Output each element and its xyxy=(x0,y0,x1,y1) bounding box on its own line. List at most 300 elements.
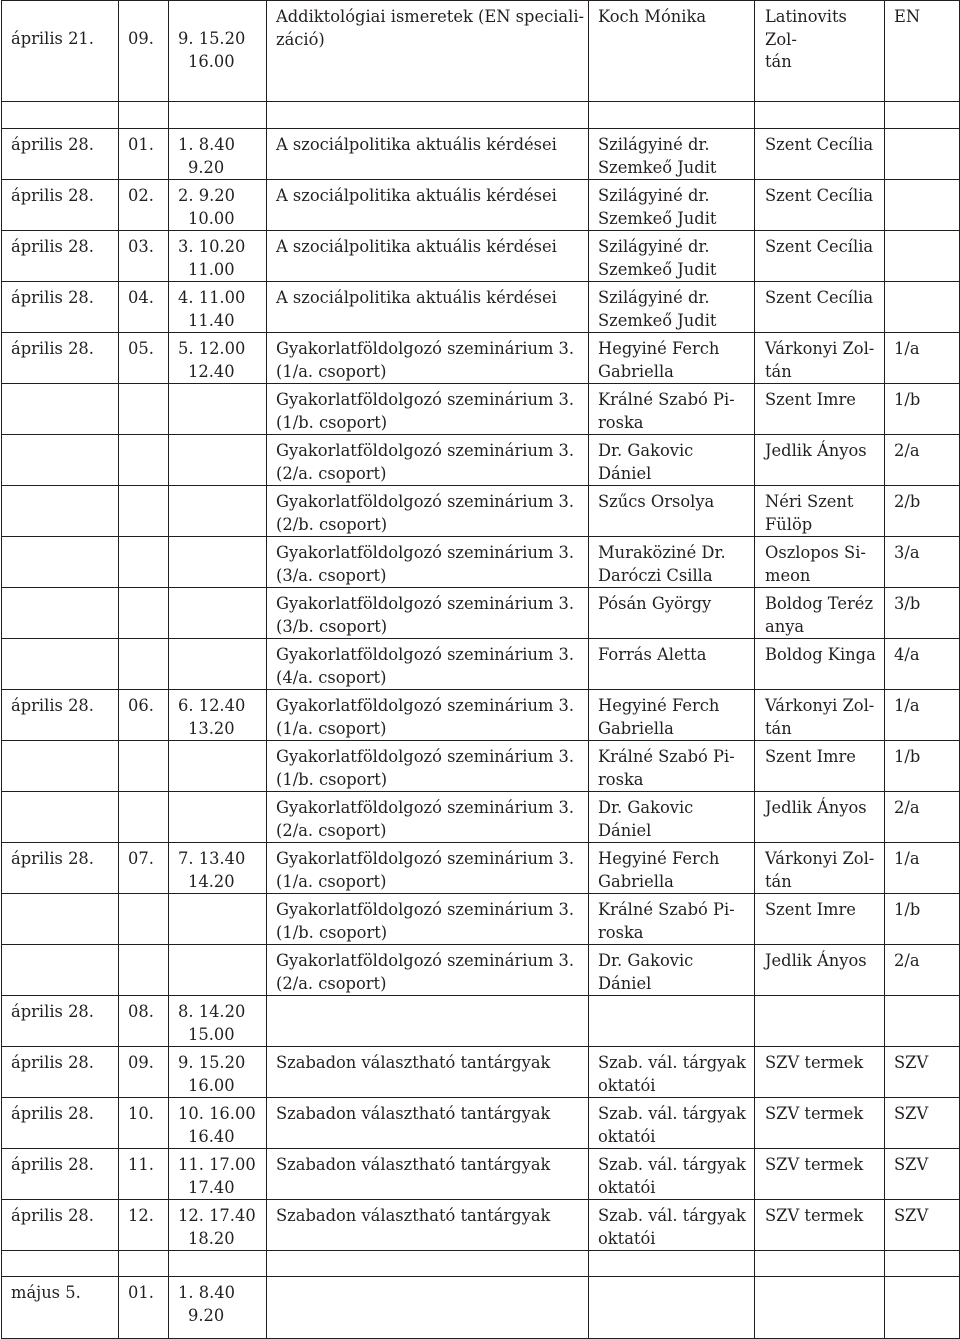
time-cell xyxy=(169,1149,267,1200)
room-cell xyxy=(755,1149,885,1200)
course-cell xyxy=(267,1149,589,1200)
cell-line: Králné Szabó Pi- xyxy=(598,900,735,919)
table-row xyxy=(2,129,960,180)
room-cell xyxy=(755,180,885,231)
cell-line: 12. 17.40 xyxy=(178,1206,256,1225)
cell-line: Szab. vál. tárgyak xyxy=(598,1053,746,1072)
cell-line: április 28. xyxy=(11,696,94,715)
cell-line: 10.00 xyxy=(188,208,235,228)
cell-line: 1. 8.40 xyxy=(178,1283,235,1302)
cell-line: 11.40 xyxy=(188,310,235,330)
cell-line: 16.00 xyxy=(188,51,235,71)
room-cell xyxy=(755,1047,885,1098)
date-cell xyxy=(2,741,119,792)
cell-line: Forrás Aletta xyxy=(598,645,707,664)
group-cell xyxy=(885,231,960,282)
cell-line: 11.00 xyxy=(188,259,235,279)
room-cell xyxy=(755,537,885,588)
cell-line: 4/a xyxy=(894,645,920,664)
table-row xyxy=(2,894,960,945)
course-cell xyxy=(267,180,589,231)
cell-line: Gyakorlatföldolgozó szeminárium 3. xyxy=(276,441,575,460)
table-row xyxy=(2,384,960,435)
cell-line: Szabadon választható tantárgyak xyxy=(276,1155,551,1174)
instructor-cell xyxy=(589,384,755,435)
group-cell xyxy=(885,537,960,588)
cell-line: április 28. xyxy=(11,1155,94,1174)
cell-line: SZV xyxy=(894,1206,929,1225)
cell-line: 14.20 xyxy=(188,871,235,891)
room-cell xyxy=(755,435,885,486)
cell-line: roska xyxy=(598,922,644,942)
group-cell xyxy=(885,741,960,792)
cell-line: 3/b xyxy=(894,594,921,613)
cell-line: 2. 9.20 xyxy=(178,186,235,205)
group-cell xyxy=(885,435,960,486)
cell-line: Szemkeő Judit xyxy=(598,310,717,330)
course-cell xyxy=(267,129,589,180)
course-cell xyxy=(267,282,589,333)
room-cell xyxy=(755,741,885,792)
table-row xyxy=(2,996,960,1047)
cell-line: SZV termek xyxy=(765,1104,864,1123)
course-cell xyxy=(267,945,589,996)
date-cell xyxy=(2,1251,119,1277)
date-cell xyxy=(2,333,119,384)
time-cell xyxy=(169,435,267,486)
slot-number-cell xyxy=(119,1047,169,1098)
cell-line: Várkonyi Zol- xyxy=(765,339,875,358)
cell-line: Daróczi Csilla xyxy=(598,565,713,585)
slot-number-cell xyxy=(119,945,169,996)
instructor-cell xyxy=(589,129,755,180)
date-cell xyxy=(2,588,119,639)
cell-line: Szabadon választható tantárgyak xyxy=(276,1206,551,1225)
cell-line: oktatói xyxy=(598,1177,656,1197)
time-cell xyxy=(169,129,267,180)
table-row xyxy=(2,1251,960,1277)
cell-line: 9. 15.20 xyxy=(178,29,246,48)
instructor-cell xyxy=(589,282,755,333)
cell-line: Latinovits Zol- xyxy=(765,7,847,49)
cell-line: Pósán György xyxy=(598,594,712,613)
table-row xyxy=(2,1200,960,1251)
instructor-cell xyxy=(589,486,755,537)
course-cell xyxy=(267,1251,589,1277)
room-cell xyxy=(755,333,885,384)
cell-line: 09. xyxy=(128,29,154,48)
time-cell xyxy=(169,384,267,435)
table-row xyxy=(2,639,960,690)
course-cell xyxy=(267,435,589,486)
cell-line: Gyakorlatföldolgozó szeminárium 3. xyxy=(276,645,575,664)
time-cell xyxy=(169,1,267,102)
cell-line: 09. xyxy=(128,1053,154,1072)
cell-line: 1/b xyxy=(894,390,921,409)
group-cell xyxy=(885,1200,960,1251)
cell-line: április 28. xyxy=(11,1104,94,1123)
room-cell xyxy=(755,639,885,690)
cell-line: 16.40 xyxy=(188,1126,235,1146)
group-cell xyxy=(885,690,960,741)
date-cell xyxy=(2,435,119,486)
table-row xyxy=(2,102,960,129)
date-cell xyxy=(2,996,119,1047)
course-cell xyxy=(267,792,589,843)
course-cell xyxy=(267,588,589,639)
cell-line: Gyakorlatföldolgozó szeminárium 3. xyxy=(276,543,575,562)
cell-line: Hegyiné Ferch xyxy=(598,696,720,715)
group-cell xyxy=(885,945,960,996)
cell-line: 1/b xyxy=(894,900,921,919)
date-cell xyxy=(2,102,119,129)
slot-number-cell xyxy=(119,486,169,537)
cell-line: 3. 10.20 xyxy=(178,237,246,256)
time-cell xyxy=(169,843,267,894)
date-cell xyxy=(2,231,119,282)
slot-number-cell xyxy=(119,1,169,102)
cell-line: 02. xyxy=(128,186,154,205)
cell-line: 04. xyxy=(128,288,154,307)
slot-number-cell xyxy=(119,102,169,129)
cell-line: (2/a. csoport) xyxy=(276,973,387,993)
date-cell xyxy=(2,894,119,945)
time-cell xyxy=(169,1277,267,1339)
course-cell xyxy=(267,1098,589,1149)
table-row xyxy=(2,1277,960,1339)
group-cell xyxy=(885,588,960,639)
cell-line: április 28. xyxy=(11,1002,94,1021)
cell-line: (3/a. csoport) xyxy=(276,565,387,585)
slot-number-cell xyxy=(119,1277,169,1339)
time-cell xyxy=(169,894,267,945)
instructor-cell xyxy=(589,180,755,231)
cell-line: Szemkeő Judit xyxy=(598,208,717,228)
instructor-cell xyxy=(589,843,755,894)
course-cell xyxy=(267,1200,589,1251)
cell-line: tán xyxy=(765,871,792,891)
room-cell xyxy=(755,1,885,102)
group-cell xyxy=(885,1,960,102)
date-cell xyxy=(2,384,119,435)
cell-line: Dr. Gakovic Dániel xyxy=(598,951,694,993)
room-cell xyxy=(755,1200,885,1251)
cell-line: Szemkeő Judit xyxy=(598,157,717,177)
slot-number-cell xyxy=(119,1251,169,1277)
cell-line: A szociálpolitika aktuális kérdései xyxy=(276,288,557,307)
room-cell xyxy=(755,945,885,996)
cell-line: Králné Szabó Pi- xyxy=(598,747,735,766)
cell-line: Várkonyi Zol- xyxy=(765,696,875,715)
cell-line: 08. xyxy=(128,1002,154,1021)
cell-line: Gyakorlatföldolgozó szeminárium 3. xyxy=(276,492,575,511)
cell-line: 7. 13.40 xyxy=(178,849,246,868)
slot-number-cell xyxy=(119,843,169,894)
time-cell xyxy=(169,231,267,282)
room-cell xyxy=(755,231,885,282)
room-cell xyxy=(755,102,885,129)
course-cell xyxy=(267,102,589,129)
table-row xyxy=(2,690,960,741)
group-cell xyxy=(885,333,960,384)
slot-number-cell xyxy=(119,537,169,588)
room-cell xyxy=(755,690,885,741)
cell-line: (2/a. csoport) xyxy=(276,463,387,483)
instructor-cell xyxy=(589,588,755,639)
cell-line: 01. xyxy=(128,1283,154,1302)
date-cell xyxy=(2,945,119,996)
table-row xyxy=(2,486,960,537)
cell-line: Szilágyiné dr. xyxy=(598,288,710,307)
date-cell xyxy=(2,792,119,843)
cell-line: 18.20 xyxy=(188,1228,235,1248)
time-cell xyxy=(169,282,267,333)
cell-line: 2/a xyxy=(894,798,920,817)
cell-line: A szociálpolitika aktuális kérdései xyxy=(276,135,557,154)
date-cell xyxy=(2,1200,119,1251)
date-cell xyxy=(2,537,119,588)
cell-line: Gyakorlatföldolgozó szeminárium 3. xyxy=(276,951,575,970)
cell-line: Addiktológiai ismeretek (EN speciali- xyxy=(276,7,585,26)
cell-line: 9.20 xyxy=(188,157,225,177)
cell-line: április 28. xyxy=(11,237,94,256)
cell-line: Hegyiné Ferch xyxy=(598,849,720,868)
course-cell xyxy=(267,384,589,435)
cell-line: Gyakorlatföldolgozó szeminárium 3. xyxy=(276,390,575,409)
table-row xyxy=(2,180,960,231)
cell-line: Szemkeő Judit xyxy=(598,259,717,279)
time-cell xyxy=(169,690,267,741)
cell-line: Oszlopos Si- xyxy=(765,543,866,562)
cell-line: 3/a xyxy=(894,543,920,562)
cell-line: Szent Cecília xyxy=(765,237,874,256)
table-row xyxy=(2,1098,960,1149)
cell-line: (2/a. csoport) xyxy=(276,820,387,840)
instructor-cell xyxy=(589,333,755,384)
course-cell xyxy=(267,639,589,690)
slot-number-cell xyxy=(119,333,169,384)
cell-line: 1/a xyxy=(894,696,920,715)
group-cell xyxy=(885,792,960,843)
date-cell xyxy=(2,180,119,231)
cell-line: Szilágyiné dr. xyxy=(598,237,710,256)
cell-line: Gyakorlatföldolgozó szeminárium 3. xyxy=(276,696,575,715)
instructor-cell xyxy=(589,741,755,792)
instructor-cell xyxy=(589,435,755,486)
instructor-cell xyxy=(589,1047,755,1098)
slot-number-cell xyxy=(119,231,169,282)
instructor-cell xyxy=(589,894,755,945)
group-cell xyxy=(885,639,960,690)
group-cell xyxy=(885,282,960,333)
course-cell xyxy=(267,894,589,945)
cell-line: (1/b. csoport) xyxy=(276,412,388,432)
time-cell xyxy=(169,588,267,639)
course-cell xyxy=(267,843,589,894)
cell-line: anya xyxy=(765,616,805,636)
cell-line: Szab. vál. tárgyak xyxy=(598,1155,746,1174)
cell-line: Gabriella xyxy=(598,718,674,738)
table-row xyxy=(2,537,960,588)
cell-line: 2/b xyxy=(894,492,921,511)
slot-number-cell xyxy=(119,435,169,486)
instructor-cell xyxy=(589,1149,755,1200)
cell-line: Hegyiné Ferch xyxy=(598,339,720,358)
cell-line: roska xyxy=(598,412,644,432)
group-cell xyxy=(885,1098,960,1149)
instructor-cell xyxy=(589,1200,755,1251)
table-row xyxy=(2,1,960,102)
instructor-cell xyxy=(589,102,755,129)
cell-line: 11. 17.00 xyxy=(178,1155,256,1174)
time-cell xyxy=(169,180,267,231)
course-cell xyxy=(267,486,589,537)
cell-line: (3/b. csoport) xyxy=(276,616,388,636)
cell-line: 9. 15.20 xyxy=(178,1053,246,1072)
slot-number-cell xyxy=(119,384,169,435)
cell-line: 12.40 xyxy=(188,361,235,381)
cell-line: SZV termek xyxy=(765,1155,864,1174)
table-row xyxy=(2,741,960,792)
date-cell xyxy=(2,1,119,102)
course-cell xyxy=(267,537,589,588)
cell-line: Szilágyiné dr. xyxy=(598,135,710,154)
cell-line: április 28. xyxy=(11,1206,94,1225)
cell-line: Szent Imre xyxy=(765,747,856,766)
cell-line: Szent Imre xyxy=(765,900,856,919)
date-cell xyxy=(2,1047,119,1098)
cell-line: (1/a. csoport) xyxy=(276,718,387,738)
slot-number-cell xyxy=(119,588,169,639)
cell-line: 1/a xyxy=(894,849,920,868)
cell-line: április 28. xyxy=(11,288,94,307)
time-cell xyxy=(169,741,267,792)
course-cell xyxy=(267,231,589,282)
cell-line: SZV termek xyxy=(765,1206,864,1225)
cell-line: (4/a. csoport) xyxy=(276,667,387,687)
cell-line: Gyakorlatföldolgozó szeminárium 3. xyxy=(276,747,575,766)
slot-number-cell xyxy=(119,639,169,690)
cell-line: SZV xyxy=(894,1053,929,1072)
table-row xyxy=(2,1149,960,1200)
cell-line: Szent Cecília xyxy=(765,288,874,307)
cell-line: A szociálpolitika aktuális kérdései xyxy=(276,237,557,256)
cell-line: Szabadon választható tantárgyak xyxy=(276,1053,551,1072)
cell-line: tán xyxy=(765,718,792,738)
cell-line: április 28. xyxy=(11,186,94,205)
cell-line: 1. 8.40 xyxy=(178,135,235,154)
time-cell xyxy=(169,537,267,588)
cell-line: (2/b. csoport) xyxy=(276,514,388,534)
cell-line: Gabriella xyxy=(598,871,674,891)
course-cell xyxy=(267,1277,589,1339)
instructor-cell xyxy=(589,1098,755,1149)
instructor-cell xyxy=(589,1277,755,1339)
cell-line: 9.20 xyxy=(188,1305,225,1325)
cell-line: tán xyxy=(765,361,792,381)
cell-line: május 5. xyxy=(11,1283,81,1302)
cell-line: 12. xyxy=(128,1206,154,1225)
date-cell xyxy=(2,1277,119,1339)
slot-number-cell xyxy=(119,282,169,333)
date-cell xyxy=(2,1149,119,1200)
group-cell xyxy=(885,384,960,435)
room-cell xyxy=(755,129,885,180)
cell-line: (1/b. csoport) xyxy=(276,922,388,942)
cell-line: 01. xyxy=(128,135,154,154)
time-cell xyxy=(169,1251,267,1277)
slot-number-cell xyxy=(119,129,169,180)
course-cell xyxy=(267,1,589,102)
course-cell xyxy=(267,741,589,792)
cell-line: 2/a xyxy=(894,951,920,970)
date-cell xyxy=(2,282,119,333)
schedule-table xyxy=(1,0,960,1339)
group-cell xyxy=(885,1047,960,1098)
table-row xyxy=(2,792,960,843)
slot-number-cell xyxy=(119,894,169,945)
slot-number-cell xyxy=(119,792,169,843)
cell-line: Koch Mónika xyxy=(598,7,707,26)
group-cell xyxy=(885,180,960,231)
cell-line: 07. xyxy=(128,849,154,868)
time-cell xyxy=(169,1098,267,1149)
group-cell xyxy=(885,996,960,1047)
cell-line: záció) xyxy=(276,29,325,49)
cell-line: Gabriella xyxy=(598,361,674,381)
room-cell xyxy=(755,792,885,843)
room-cell xyxy=(755,996,885,1047)
time-cell xyxy=(169,639,267,690)
instructor-cell xyxy=(589,945,755,996)
course-cell xyxy=(267,690,589,741)
course-cell xyxy=(267,996,589,1047)
cell-line: Szilágyiné dr. xyxy=(598,186,710,205)
group-cell xyxy=(885,1251,960,1277)
time-cell xyxy=(169,996,267,1047)
cell-line: április 28. xyxy=(11,849,94,868)
cell-line: Dr. Gakovic Dániel xyxy=(598,441,694,483)
time-cell xyxy=(169,1047,267,1098)
cell-line: Muraköziné Dr. xyxy=(598,543,726,562)
table-row xyxy=(2,588,960,639)
cell-line: 4. 11.00 xyxy=(178,288,246,307)
time-cell xyxy=(169,1200,267,1251)
group-cell xyxy=(885,129,960,180)
instructor-cell xyxy=(589,639,755,690)
cell-line: 8. 14.20 xyxy=(178,1002,246,1021)
cell-line: Boldog Kinga xyxy=(765,645,876,664)
instructor-cell xyxy=(589,792,755,843)
cell-line: 10. xyxy=(128,1104,154,1123)
cell-line: 13.20 xyxy=(188,718,235,738)
room-cell xyxy=(755,1251,885,1277)
group-cell xyxy=(885,486,960,537)
cell-line: SZV xyxy=(894,1155,929,1174)
cell-line: Dr. Gakovic Dániel xyxy=(598,798,694,840)
cell-line: 06. xyxy=(128,696,154,715)
instructor-cell xyxy=(589,1251,755,1277)
table-row xyxy=(2,333,960,384)
cell-line: tán xyxy=(765,52,792,71)
cell-line: oktatói xyxy=(598,1126,656,1146)
table-row xyxy=(2,231,960,282)
instructor-cell xyxy=(589,996,755,1047)
cell-line: (1/a. csoport) xyxy=(276,361,387,381)
cell-line: oktatói xyxy=(598,1228,656,1248)
cell-line: április 21. xyxy=(11,29,94,48)
cell-line: Szűcs Orsolya xyxy=(598,492,715,511)
